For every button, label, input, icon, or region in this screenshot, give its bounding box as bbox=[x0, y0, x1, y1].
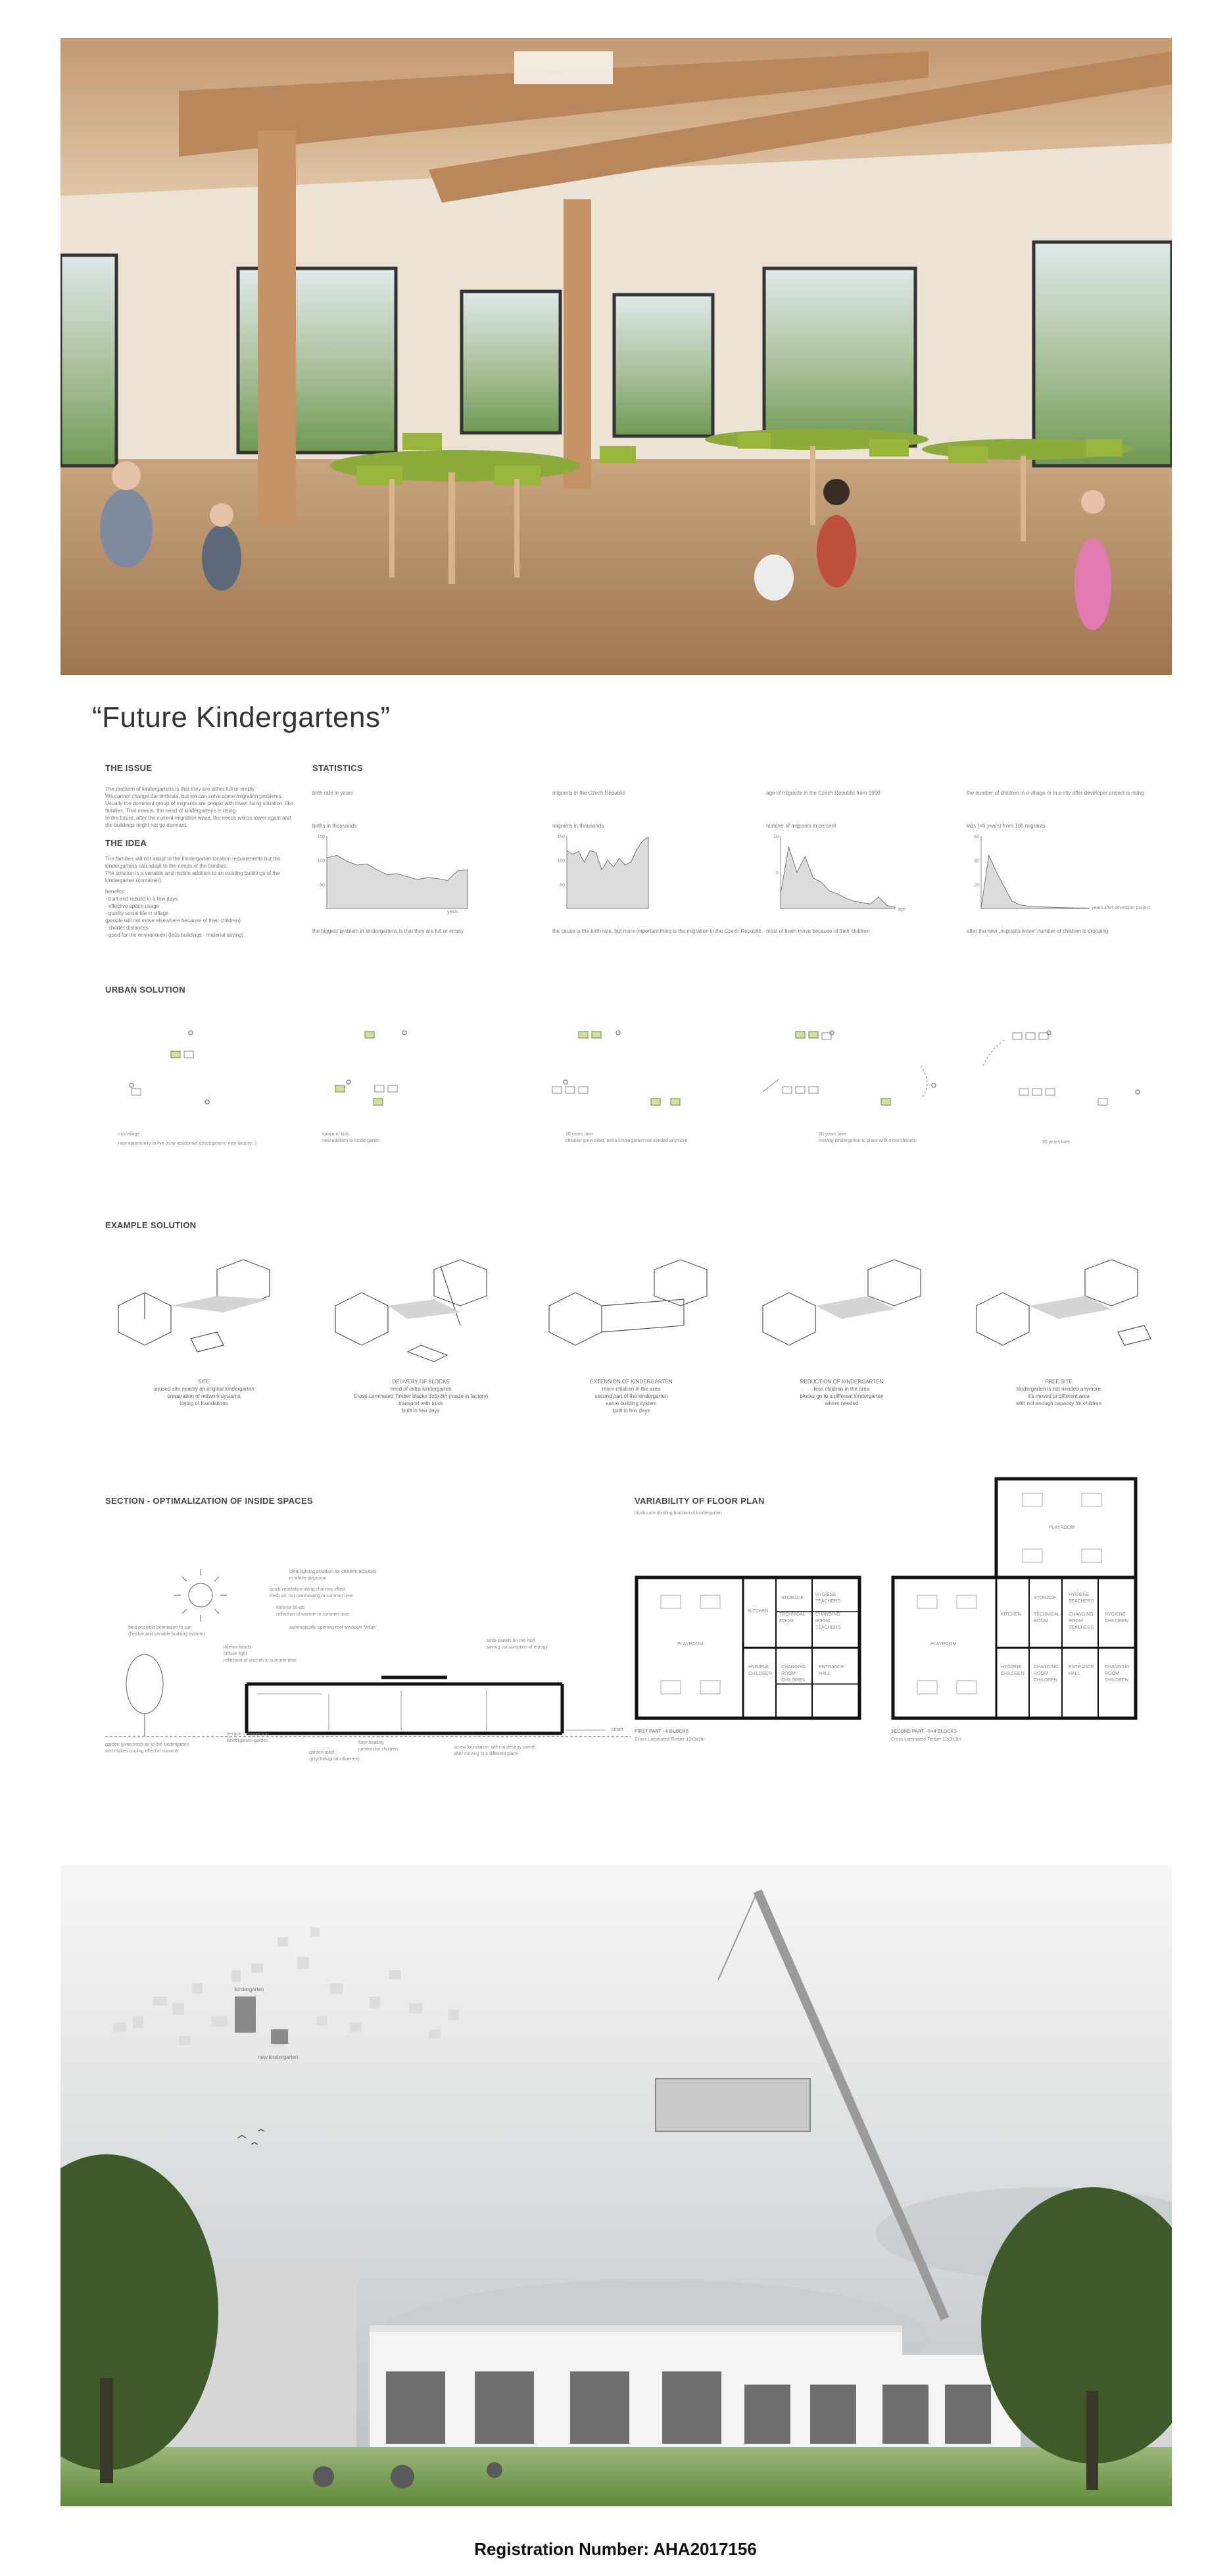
chart-tick-label: 50 bbox=[320, 883, 325, 888]
urban-legend-space: space of kids new addition to kindergarten bbox=[322, 1132, 380, 1143]
plan1-room-storage: STORAGE bbox=[781, 1596, 804, 1600]
section-note-terrace: terrace = connection kindergarten-garden bbox=[227, 1732, 269, 1743]
section-note-orientation: best possible orientation to sun (flexible and variable building system) bbox=[128, 1625, 205, 1637]
step-extension-text: more children in the area second part of the kindergarten same building system built in few days bbox=[594, 1386, 668, 1414]
plan1-caption-2: Cross Laminated Timber 12x3x3m bbox=[635, 1737, 705, 1742]
plan2-room-entrance: ENTRANCE HALL bbox=[1069, 1665, 1094, 1676]
plan1-room-changing-teachers: CHANGING ROOM TEACHERS bbox=[815, 1612, 841, 1630]
section-note-solar: solar panels on the roof saving consumption of energy bbox=[487, 1639, 548, 1650]
chart-tick-label: 150 bbox=[317, 835, 325, 839]
siteplan-label-kindergarten: kindergarten bbox=[235, 1987, 264, 1993]
example-steps bbox=[105, 1378, 1157, 1418]
floorplan-subheading: blocks are dividing function of kindergarten bbox=[635, 1511, 722, 1516]
section-note-toilet: garden toilet (psychological influence) bbox=[309, 1750, 360, 1762]
section-note-foundation: screw foundation: will not destroy parcel after moving to a different place bbox=[454, 1745, 536, 1756]
plan1-room-technical: TECHNICAL ROOM bbox=[779, 1612, 806, 1623]
section-note-interior-blinds: interior blinds diffuse light reflection of warmth in summer time bbox=[224, 1645, 297, 1663]
urban-legend-opportunity: new opportunity to live (new residential development, new factory...) bbox=[118, 1141, 256, 1146]
exterior-render-drawing bbox=[60, 1865, 1172, 2506]
stat-4-ylabel: kids (<6 years) from 100 migrants bbox=[967, 823, 1046, 829]
plan2-room-playroom-lower: PLAYROOM bbox=[930, 1642, 957, 1647]
stat-3-bottom: most of them move because of their children bbox=[766, 928, 870, 934]
plan1-room-hygiene-children: HYGIENE CHILDREN bbox=[748, 1665, 772, 1676]
plan2-room-playroom-upper: PLAYROOM bbox=[1049, 1525, 1075, 1530]
stat-chart-2 bbox=[552, 832, 651, 918]
urban-legend-20-years: 20 years later moving kindergarten to place with more children bbox=[819, 1132, 917, 1143]
example-heading: EXAMPLE SOLUTION bbox=[105, 1220, 197, 1230]
chart-tick-label: 20 bbox=[974, 883, 979, 888]
urban-legend-10-years: 10 years later children grew older, extra kindergarten not needed anymore bbox=[566, 1132, 688, 1143]
plan2-room-changing-children-1: CHANGING ROOM CHILDREN bbox=[1034, 1665, 1059, 1683]
plan1-room-playroom: PLAYROOM bbox=[677, 1642, 704, 1647]
step-reduction-title: REDUCTION OF KINDERGARTEN bbox=[800, 1379, 884, 1385]
stat-4-unit: years after developer project bbox=[1092, 906, 1150, 910]
idea-text: The families will not adapt to the kindergarten location requirements but the kindergartens can adapt to the needs of the families. The solution is a variable and mobile addition to an existing buildings of the kindergarten (container). bbox=[105, 856, 281, 883]
floorplan-heading: VARIABILITY OF FLOOR PLAN bbox=[635, 1496, 765, 1506]
exterior-render bbox=[60, 1865, 1172, 2506]
stat-2-ylabel: migrants in thousands bbox=[552, 823, 604, 829]
stat-3-top: age of migrants in the Czech Republic from 1990 bbox=[766, 790, 881, 796]
plan1-caption-1: FIRST PART - 6 BLOCKS bbox=[635, 1729, 689, 1734]
plan1-room-kitchen: KITCHEN bbox=[748, 1609, 769, 1614]
registration-number: Registration Number: AHA2017156 bbox=[474, 2539, 757, 2559]
chart-tick-label: 150 bbox=[557, 835, 565, 839]
stat-chart-4 bbox=[967, 832, 1092, 918]
urban-diagrams bbox=[105, 1013, 1157, 1131]
step-reduction-text: less children in the area blocks go to a different kindergarten where needed bbox=[800, 1386, 884, 1406]
step-delivery-title: DELIVERY OF BLOCKS bbox=[392, 1379, 450, 1385]
interior-render bbox=[60, 38, 1172, 675]
stat-2-top: migrants in the Czech Republic bbox=[552, 790, 625, 796]
plan2-caption-1: SECOND PART - 6+4 BLOCKS bbox=[891, 1729, 957, 1734]
plan2-room-changing-children-2: CHANGING ROOM CHILDREN bbox=[1105, 1665, 1130, 1683]
siteplan-label-new-kindergarten: new kindergarten bbox=[258, 2054, 299, 2060]
plan2-room-technical: TECHNICAL ROOM bbox=[1034, 1612, 1060, 1623]
stat-1-unit: years bbox=[447, 910, 459, 914]
step-site-text: unused site nearby an original kindergarten preparation of network systems laying of foundations bbox=[153, 1386, 254, 1406]
plan2-room-kitchen: KITCHEN bbox=[1001, 1612, 1021, 1617]
section-note-garden: garden gives fresh air to the kindergarten and makes cooling effect in summer bbox=[105, 1743, 189, 1754]
stat-2-bottom: the cause is the birth rate, but more important thing is the migration in the Czech Republic bbox=[552, 928, 761, 934]
section-note-floor-heating: floor heating comfort for children bbox=[358, 1741, 398, 1752]
plan2-room-storage: STORAGE bbox=[1034, 1596, 1057, 1600]
step-free-site-title: FREE SITE bbox=[1045, 1379, 1073, 1385]
stat-3-unit: age bbox=[898, 907, 905, 912]
section-note-velux: automatically opening roof windows 'Velux' bbox=[289, 1625, 377, 1630]
plan1-room-changing-children: CHANGING ROOM CHILDREN bbox=[781, 1665, 806, 1683]
chart-tick-label: 100 bbox=[557, 858, 565, 864]
plan2-room-hygiene-children-1: HYGIENE CHILDREN bbox=[1001, 1665, 1025, 1676]
chart-tick-label: 50 bbox=[560, 883, 565, 888]
chart-tick-label: 40 bbox=[974, 858, 979, 864]
section-drawing bbox=[105, 1566, 631, 1750]
section-heading: SECTION - OPTIMALIZATION OF INSIDE SPACES bbox=[105, 1496, 313, 1506]
stat-1-ylabel: births in thousands bbox=[312, 823, 357, 829]
page-title: “Future Kindergartens” bbox=[92, 701, 391, 733]
step-site-title: SITE bbox=[198, 1379, 210, 1385]
plan2-caption-2: Cross Laminated Timber 12x3x3m bbox=[891, 1737, 961, 1742]
example-diagrams bbox=[105, 1253, 1157, 1372]
step-delivery-text: need of extra kindergarten Cross Laminated Timber blocks 3x5x3m (made in factory) transport with truck built in few days bbox=[353, 1386, 489, 1414]
chart-tick-label: 5 bbox=[776, 871, 779, 876]
plan1-room-entrance: ENTRANCE HALL bbox=[819, 1665, 844, 1676]
issue-heading: THE ISSUE bbox=[105, 763, 153, 773]
section-note-exterior-blinds: exterior blinds reflection of warmth in summer time bbox=[276, 1606, 349, 1617]
step-free-site-text: kindergarten is not needed anymore it's moved to different area with not enough capacity for children bbox=[1016, 1386, 1101, 1406]
chart-area-series bbox=[981, 855, 1089, 908]
chart-area-series bbox=[567, 837, 648, 908]
chart-tick-label: 60 bbox=[974, 835, 979, 839]
section-note-street: street bbox=[612, 1727, 623, 1732]
idea-benefits: benefits: - built and rebuild in a few days - effective space usage - quality social life in village (people will not move elsewhere because of their children) - shorter distances - good for the environment (less buildings - material saving) bbox=[105, 889, 244, 938]
stat-3-ylabel: number of migrants in percent bbox=[766, 823, 836, 829]
plan1-room-hygiene-teachers: HYGIENE TEACHERS bbox=[815, 1593, 841, 1604]
section-note-ventilation: quick ventilation using chimney effect fresh air, not overheating in summer time bbox=[270, 1587, 353, 1598]
stat-1-bottom: the biggest problem in kindergartens is that they are full or empty bbox=[312, 928, 464, 934]
section-note-lighting: ideal lighting situation for children activities in whole playroom bbox=[289, 1570, 377, 1581]
plan2-room-hygiene-teachers: HYGIENE TEACHERS bbox=[1069, 1593, 1094, 1604]
stat-1-top: birth rate in years bbox=[312, 790, 353, 796]
stat-chart-1 bbox=[312, 832, 470, 918]
plan2-room-changing-teachers: CHANGING ROOM TEACHERS bbox=[1069, 1612, 1094, 1630]
urban-legend-30-years: 30 years later bbox=[1042, 1140, 1071, 1145]
urban-heading: URBAN SOLUTION bbox=[105, 985, 185, 995]
stat-4-bottom: after the new „migrants wave“ number of children is dropping bbox=[967, 928, 1109, 934]
stat-4-top: the number of children in a village or in a city after developer project is rising bbox=[967, 790, 1144, 796]
plan2-room-hygiene-children-2: HYGIENE CHILDREN bbox=[1105, 1612, 1128, 1623]
issue-text: The problem of kindergartens is that they are either full or empty. We cannot change the birthrate, but we can solve some migration problems. Usually the dominant group of migrants are people with lower living situation, like families. That means, the need of kindergartens is rising. In the future, after the current migration wave, the needs will be lower again and the buildings might not go dormant. bbox=[105, 786, 293, 828]
interior-render-drawing bbox=[60, 38, 1172, 675]
chart-area-series bbox=[781, 847, 895, 909]
chart-area-series bbox=[327, 855, 468, 908]
step-extension-title: EXTENSION OF KINDERGARTEN bbox=[590, 1379, 673, 1385]
urban-legend bbox=[105, 1131, 1157, 1158]
stat-chart-3 bbox=[766, 832, 898, 918]
chart-tick-label: 100 bbox=[317, 858, 325, 864]
statistics-heading: STATISTICS bbox=[312, 763, 363, 773]
chart-tick-label: 10 bbox=[773, 835, 779, 839]
urban-legend-city: city/village bbox=[118, 1132, 140, 1137]
idea-heading: THE IDEA bbox=[105, 838, 147, 848]
